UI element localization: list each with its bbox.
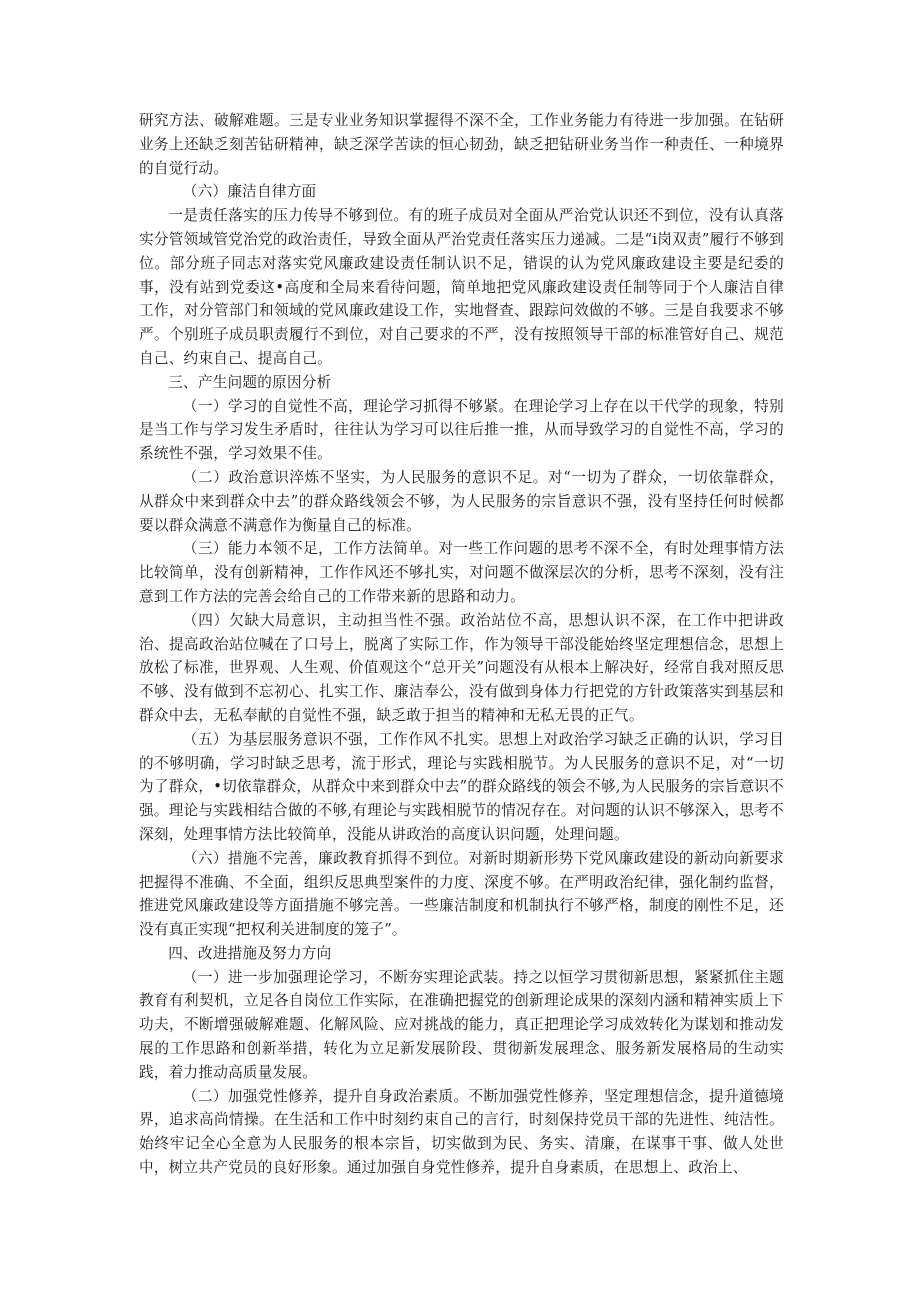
- paragraph: （六）措施不完善，廉政教育抓得不到位。对新时期新形势下党风廉政建设的新动向新要求把握得不准确、不全面，组织反思典型案件的力度、深度不够。在严明政治纪律，强化制约监督，推进党风廉政建设等方面措施不够完善。一些廉洁制度和机制执行不够严格，制度的刚性不足，还没有真正实现“把权利关进制度的笼子”。: [139, 849, 784, 939]
- paragraph: （一）学习的自觉性不高，理论学习抓得不够紧。在理论学习上存在以干代学的现象，特别是当工作与学习发生矛盾时，往往认为学习可以往后推一推，从而导致学习的自觉性不高，学习的系统性不强，学习效果不佳。: [139, 397, 784, 463]
- paragraph: （二）加强党性修养，提升自身政治素质。不断加强党性修养，坚定理想信念，提升道德境界，追求高尚情操。在生活和工作中时刻约束自己的言行，时刻保持党员干部的先进性、纯洁性。始终牢记全心全意为人民服务的根本宗旨，切实做到为民、务实、清廉，在谋事干事、做人处世中，树立共产党员的良好形象。通过加强自身党性修养，提升自身素质，在思想上、政治上、: [139, 1087, 784, 1177]
- paragraph: （二）政治意识淬炼不坚实，为人民服务的意识不足。对“一切为了群众，一切依靠群众，从群众中来到群众中去”的群众路线领会不够，为人民服务的宗旨意识不强，没有坚持任何时候都要以群众满意不满意作为衡量自己的标准。: [139, 468, 784, 534]
- paragraph: （五）为基层服务意识不强，工作作风不扎实。思想上对政治学习缺乏正确的认识，学习目的不够明确，学习时缺乏思考，流于形式，理论与实践相脱节。为人民服务的意识不足，对“一切为了群众，•切依靠群众，从群众中来到群众中去”的群众路线的领会不够,为人民服务的宗旨意识不强。理论与实践相结合做的不够,有理论与实践相脱节的情况存在。对问题的认识不够深入，思考不深刻，处理事情方法比较简单，没能从讲政治的高度认识问题，处理问题。: [139, 730, 784, 843]
- paragraph: （一）进一步加强理论学习，不断夯实理论武装。持之以恒学习贯彻新思想，紧紧抓住主题教育有利契机，立足各自岗位工作实际，在准确把握党的创新理论成果的深刻内涵和精神实质上下功夫，不断增强破解难题、化解风险、应对挑战的能力，真正把理论学习成效转化为谋划和推动发展的工作思路和创新举措，转化为立足新发展阶段、贯彻新发展理念、服务新发展格局的生动实践，着力推动高质量发展。: [139, 968, 784, 1081]
- section-heading: 四、改进措施及努力方向: [168, 944, 332, 962]
- paragraph: 一是责任落实的压力传导不够到位。有的班子成员对全面从严治党认识还不到位，没有认真落实分管领域管党治党的政治责任，导致全面从严治党责任落实压力递减。二是“i岗双责”履行不够到位。部分班子同志对落实党风廉政建设责任制认识不足，错误的认为党风廉政建设主要是纪委的事，没有站到党委这•高度和全局来看待问题，简单地把党风廉政建设责任制等同于个人廉洁自律工作，对分管部门和领域的党风廉政建设工作，实地督查、跟踪问效做的不够。三是自我要求不够严。个别班子成员职责履行不到位，对自己要求的不严，没有按照领导干部的标准管好自己、规范自己、约束自己、提高自己。: [139, 207, 784, 367]
- section-heading: （六）廉洁自律方面: [182, 183, 317, 201]
- paragraph: （三）能力本领不足，工作方法简单。对一些工作问题的思考不深不全，有时处理事情方法比较简单，没有创新精神，工作作风还不够扎实，对问题不做深层次的分析，思考不深刻，没有注意到工作方法的完善会给自己的工作带来新的思路和动力。: [139, 540, 784, 605]
- document-page: [139, 109, 784, 1180]
- paragraph: （四）欠缺大局意识，主动担当性不强。政治站位不高，思想认识不深，在工作中把讲政治、提高政治站位喊在了口号上，脱离了实际工作，作为领导干部没能始终坚定理想信念，思想上放松了标准，世界观、人生观、价值观这个“总开关”问题没有从根本上解决好，经常自我对照反思不够、没有做到不忘初心、扎实工作、廉洁奉公，没有做到身体力行把党的方针政策落实到基层和群众中去，无私奉献的自觉性不强，缺乏敢于担当的精神和无私无畏的正气。: [139, 611, 784, 724]
- paragraph: 研究方法、破解难题。三是专业业务知识掌握得不深不全，工作业务能力有待进一步加强。在钻研业务上还缺乏刻苦钻研精神，缺乏深学苦读的恒心韧劲，缺乏把钻研业务当作一种责任、一种境界的自觉行动。: [139, 112, 784, 177]
- section-heading: 三、产生问题的原因分析: [168, 373, 332, 391]
